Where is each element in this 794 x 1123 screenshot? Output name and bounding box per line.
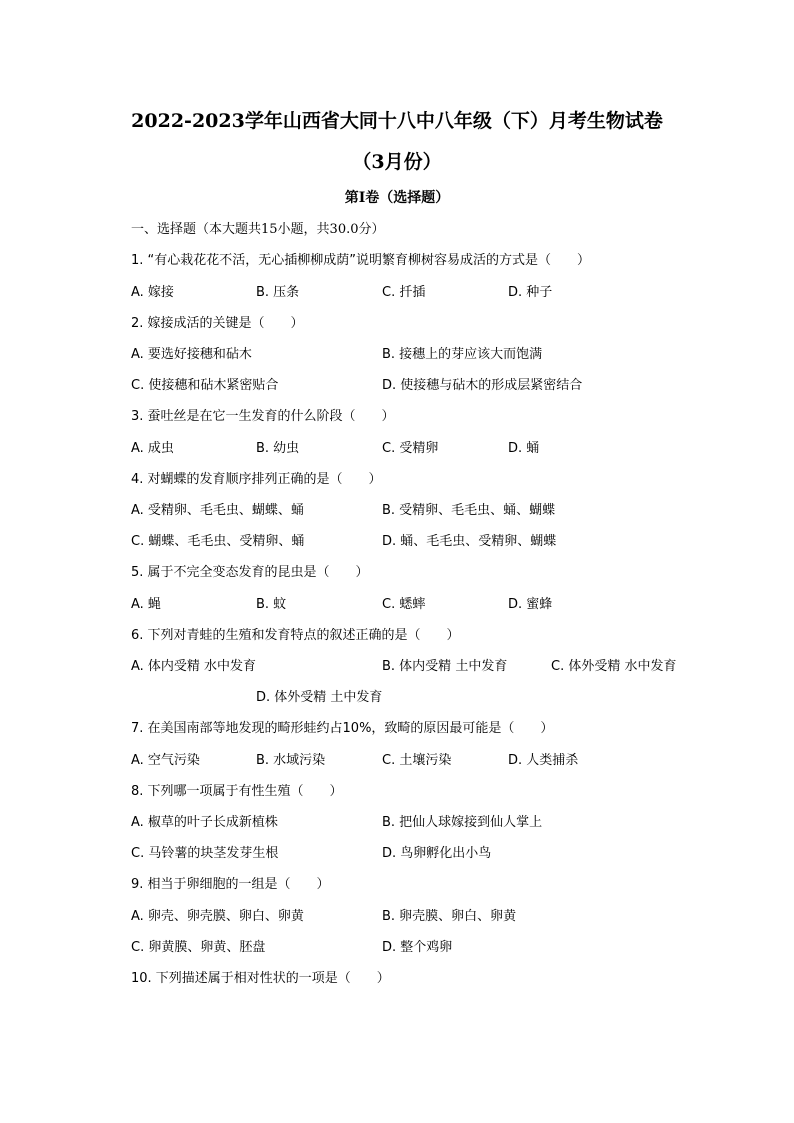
option-b: B. 水域污染 bbox=[256, 753, 326, 768]
option-c: C. 蟋蟀 bbox=[382, 597, 426, 612]
option-b: B. 蚊 bbox=[256, 597, 287, 612]
option-a: A. 卵壳、卵壳膜、卵白、卵黄 bbox=[131, 909, 304, 924]
option-b: B. 卵壳膜、卵白、卵黄 bbox=[382, 909, 517, 924]
option-d: D. 鸟卵孵化出小鸟 bbox=[382, 846, 492, 861]
option-c: C. 体外受精 水中发育 bbox=[551, 659, 677, 674]
option-b: B. 压条 bbox=[256, 285, 300, 300]
question-stem: 7. 在美国南部等地发现的畸形蛙约占10%，致畸的原因最可能是（ ） bbox=[131, 721, 554, 736]
option-a: A. 蝇 bbox=[131, 597, 161, 612]
option-b: B. 幼虫 bbox=[256, 441, 300, 456]
question-stem: 6. 下列对青蛙的生殖和发育特点的叙述正确的是（ ） bbox=[131, 628, 460, 643]
option-b: B. 体内受精 土中发育 bbox=[382, 659, 508, 674]
option-d: D. 使接穗与砧木的形成层紧密结合 bbox=[382, 378, 583, 393]
exam-title-month: （3月份） bbox=[352, 151, 442, 173]
option-a: A. 成虫 bbox=[131, 441, 174, 456]
option-c: C. 蝴蝶、毛毛虫、受精卵、蛹 bbox=[131, 534, 305, 549]
option-a: A. 空气污染 bbox=[131, 753, 200, 768]
question-stem: 2. 嫁接成活的关键是（ ） bbox=[131, 316, 304, 331]
option-d: D. 整个鸡卵 bbox=[382, 940, 453, 955]
option-b: B. 受精卵、毛毛虫、蛹、蝴蝶 bbox=[382, 503, 556, 518]
question-stem: 9. 相当于卵细胞的一组是（ ） bbox=[131, 877, 330, 892]
option-b: B. 把仙人球嫁接到仙人掌上 bbox=[382, 815, 543, 830]
question-stem: 3. 蚕吐丝是在它一生发育的什么阶段（ ） bbox=[131, 409, 395, 424]
option-c: C. 受精卵 bbox=[382, 441, 439, 456]
option-c: C. 卵黄膜、卵黄、胚盘 bbox=[131, 940, 266, 955]
option-b: B. 接穗上的芽应该大而饱满 bbox=[382, 347, 543, 362]
option-c: C. 扦插 bbox=[382, 285, 426, 300]
option-d: D. 蛹 bbox=[508, 441, 540, 456]
option-c: C. 使接穗和砧木紧密贴合 bbox=[131, 378, 279, 393]
question-stem: 8. 下列哪一项属于有性生殖（ ） bbox=[131, 784, 343, 799]
exam-title: 2022-2023学年山西省大同十八中八年级（下）月考生物试卷 bbox=[131, 110, 663, 132]
option-d: D. 人类捕杀 bbox=[508, 753, 579, 768]
option-d: D. 体外受精 土中发育 bbox=[256, 690, 383, 705]
option-c: C. 马铃薯的块茎发芽生根 bbox=[131, 846, 279, 861]
option-d: D. 种子 bbox=[508, 285, 553, 300]
question-stem: 5. 属于不完全变态发育的昆虫是（ ） bbox=[131, 565, 369, 580]
option-c: C. 土壤污染 bbox=[382, 753, 452, 768]
question-stem: 1. “有心栽花花不活，无心插柳柳成荫”说明繁育柳树容易成活的方式是（ ） bbox=[131, 253, 591, 268]
option-a: A. 受精卵、毛毛虫、蝴蝶、蛹 bbox=[131, 503, 304, 518]
section-title: 一、选择题（本大题共15小题，共30.0分） bbox=[131, 222, 385, 237]
option-a: A. 体内受精 水中发育 bbox=[131, 659, 257, 674]
option-d: D. 蛹、毛毛虫、受精卵、蝴蝶 bbox=[382, 534, 557, 549]
option-d: D. 蜜蜂 bbox=[508, 597, 553, 612]
part-title: 第I卷（选择题） bbox=[344, 190, 450, 206]
option-a: A. 要选好接穗和砧木 bbox=[131, 347, 252, 362]
option-a: A. 嫁接 bbox=[131, 285, 174, 300]
question-stem: 10. 下列描述属于相对性状的一项是（ ） bbox=[131, 971, 390, 986]
option-a: A. 椒草的叶子长成新植株 bbox=[131, 815, 278, 830]
question-stem: 4. 对蝴蝶的发育顺序排列正确的是（ ） bbox=[131, 472, 382, 487]
